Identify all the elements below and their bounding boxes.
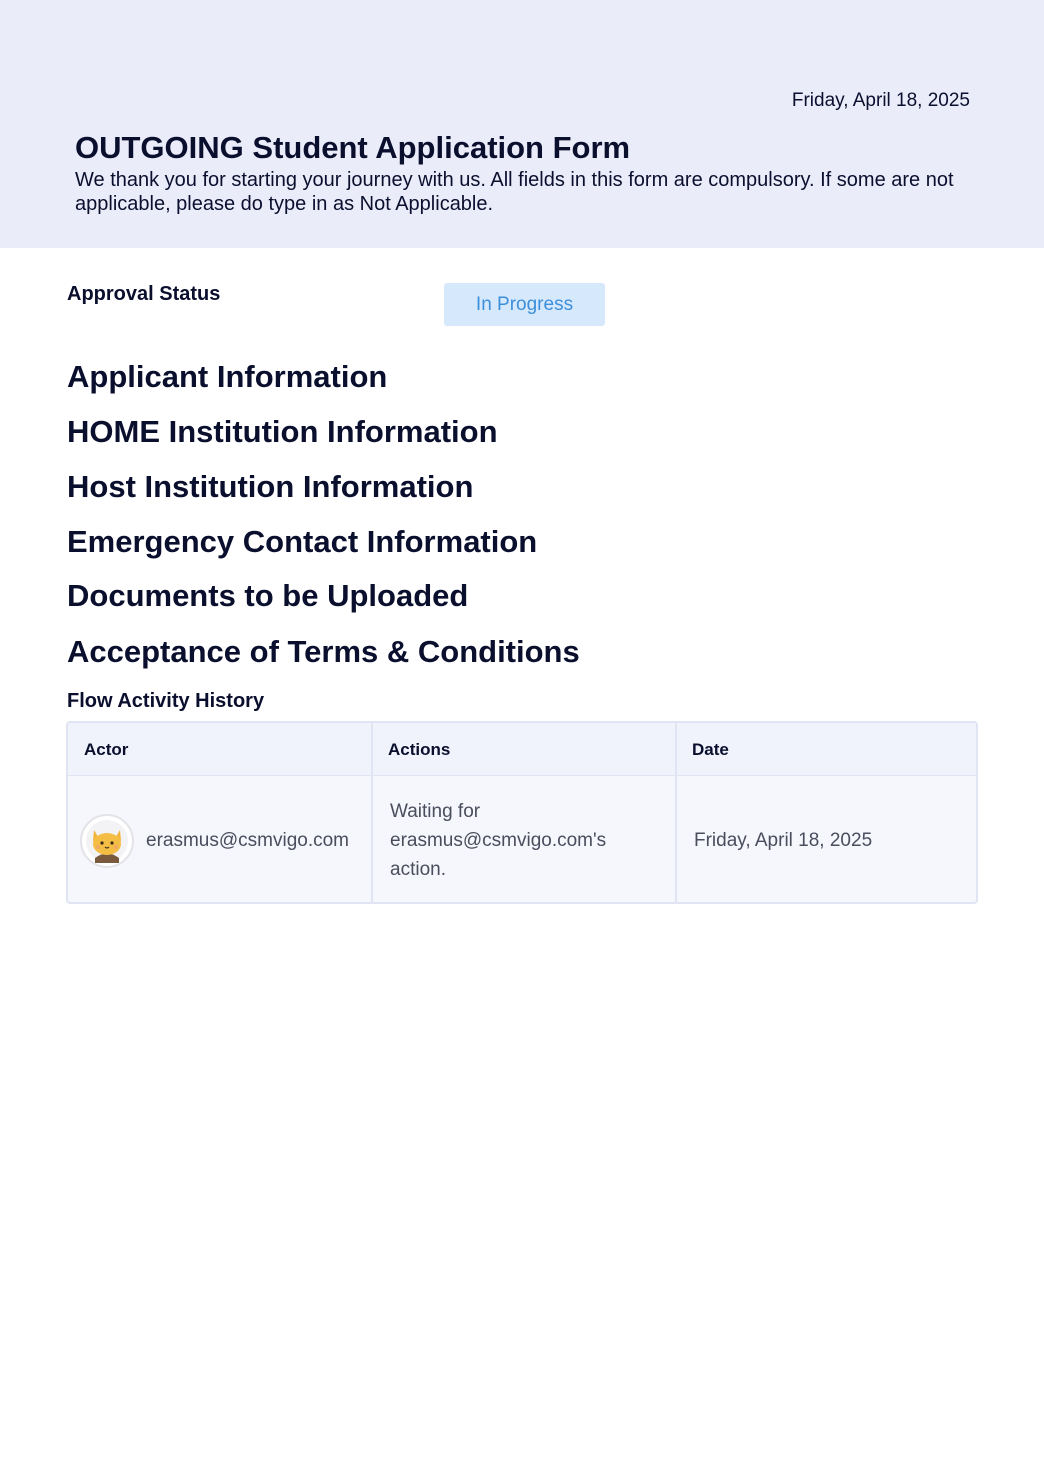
- column-header-actor: Actor: [84, 739, 129, 759]
- section-applicant-information[interactable]: Applicant Information: [67, 359, 388, 394]
- approval-status-label: Approval Status: [67, 283, 221, 305]
- actor-cell: [80, 777, 370, 904]
- column-header-actions: Actions: [388, 739, 451, 759]
- form-description: We thank you for starting your journey with us. All fields in this form are compulsory. If some are not applicable, please do type in as Not Applicable.: [75, 169, 954, 215]
- column-divider: [675, 723, 677, 902]
- actions-cell: [390, 777, 670, 904]
- status-badge: In Progress: [444, 283, 605, 326]
- form-header: [0, 0, 1044, 248]
- section-emergency-contact-information[interactable]: Emergency Contact Information: [67, 524, 538, 559]
- section-host-institution-information[interactable]: Host Institution Information: [67, 469, 474, 504]
- action-text: Waiting for erasmus@csmvigo.com's action.: [390, 801, 607, 880]
- flow-activity-history-title: Flow Activity History: [67, 690, 265, 712]
- section-documents-to-be-uploaded[interactable]: Documents to be Uploaded: [67, 578, 469, 613]
- header-date: Friday, April 18, 2025: [791, 90, 970, 111]
- form-title: OUTGOING Student Application Form: [75, 130, 631, 165]
- flow-activity-table: [66, 721, 978, 904]
- actor-email: erasmus@csmvigo.com: [146, 829, 349, 851]
- action-date: Friday, April 18, 2025: [694, 829, 873, 851]
- column-header-date: Date: [692, 739, 729, 759]
- table-header: [68, 723, 976, 776]
- section-acceptance-of-terms[interactable]: Acceptance of Terms & Conditions: [67, 634, 580, 669]
- date-cell: [694, 777, 974, 904]
- avatar: [80, 814, 134, 868]
- cat-face-icon: [85, 819, 129, 863]
- column-divider: [371, 723, 373, 902]
- section-home-institution-information[interactable]: HOME Institution Information: [67, 414, 498, 449]
